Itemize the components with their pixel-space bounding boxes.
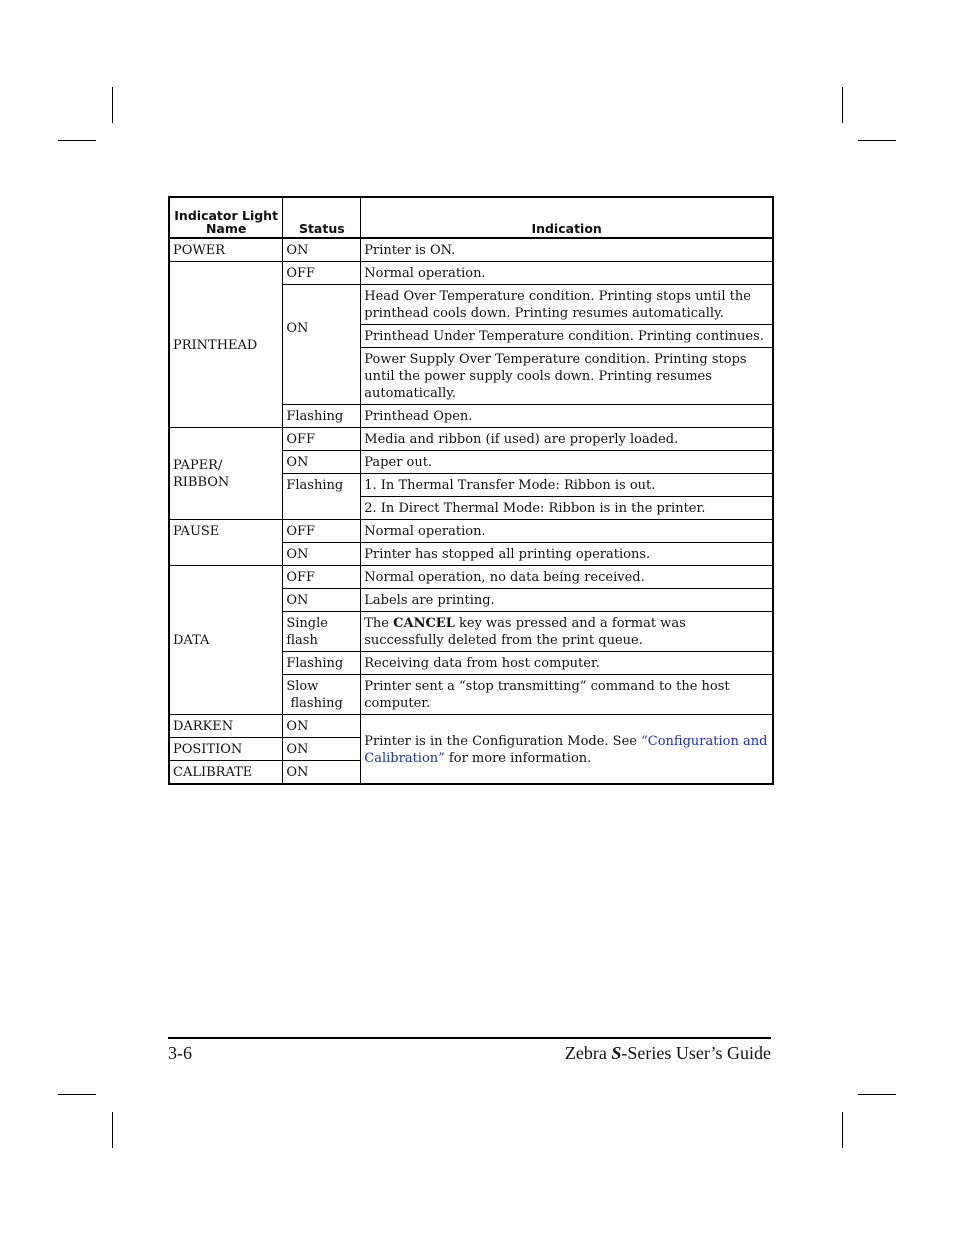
indication-text: Printer is in the Configuration Mode. See (364, 733, 642, 749)
crop-mark (112, 87, 113, 123)
guide-title (565, 1043, 771, 1064)
header-indicator-light-name: Indicator Light Name (169, 197, 283, 238)
crop-mark (112, 1112, 113, 1148)
crop-mark (58, 140, 96, 141)
status-cell: ON (283, 238, 361, 262)
status-cell: ON (283, 543, 361, 566)
crop-mark (58, 1094, 96, 1095)
footer-rule (168, 1037, 771, 1039)
indication-cell: Printhead Under Temperature condition. Printing continues. (361, 325, 773, 348)
indication-cell: 2. In Direct Thermal Mode: Ribbon is in the printer. (361, 497, 773, 520)
indicator-name: CALIBRATE (169, 761, 283, 785)
status-cell (283, 675, 361, 715)
crop-mark (842, 87, 843, 123)
status-cell: OFF (283, 262, 361, 285)
header-status: Status (283, 197, 361, 238)
status-line: flashing (290, 696, 343, 711)
status-cell: OFF (283, 428, 361, 451)
indicator-name: PAUSE (169, 520, 283, 566)
page-number: 3-6 (168, 1043, 192, 1063)
status-cell: ON (283, 589, 361, 612)
indication-cell (361, 715, 773, 785)
indication-cell: Printer has stopped all printing operations. (361, 543, 773, 566)
indicator-name: POWER (169, 238, 283, 262)
status-cell: ON (283, 761, 361, 785)
indication-cell: Media and ribbon (if used) are properly loaded. (361, 428, 773, 451)
guide-title-text: -Series User’s Guide (621, 1043, 771, 1063)
status-cell: ON (283, 715, 361, 738)
indicator-lights-table (168, 196, 774, 785)
indication-cell: Receiving data from host computer. (361, 652, 773, 675)
crop-mark (858, 1094, 896, 1095)
table-row (169, 262, 773, 285)
status-cell: Single flash (283, 612, 361, 652)
table-row (169, 566, 773, 589)
guide-title-series-letter: S (611, 1043, 622, 1063)
table-row (169, 715, 773, 738)
guide-title-text: Zebra (564, 1043, 612, 1063)
indicator-name-line: RIBBON (173, 475, 230, 490)
status-cell: OFF (283, 520, 361, 543)
indication-cell (361, 612, 773, 652)
indicator-name (169, 428, 283, 520)
status-cell: ON (283, 285, 361, 405)
indication-cell: Normal operation. (361, 262, 773, 285)
table-header-row (169, 197, 773, 238)
table-row (169, 428, 773, 451)
status-cell: Flashing (283, 652, 361, 675)
crop-mark (858, 140, 896, 141)
status-line: Slow (286, 679, 319, 694)
indicator-name: DARKEN (169, 715, 283, 738)
indication-cell: Labels are printing. (361, 589, 773, 612)
table-row (169, 238, 773, 262)
indication-text: key was pressed and a format was successfully deleted from the print queue. (364, 616, 686, 648)
indication-cell: Printer sent a “stop transmitting” command to the host computer. (361, 675, 773, 715)
indicator-name: DATA (169, 566, 283, 715)
crop-mark (842, 1112, 843, 1148)
header-indication: Indication (361, 197, 773, 238)
indication-cell: Normal operation, no data being received. (361, 566, 773, 589)
status-cell: Flashing (283, 474, 361, 520)
indication-cell: Normal operation. (361, 520, 773, 543)
table-row (169, 520, 773, 543)
indication-cell: Head Over Temperature condition. Printing stops until the printhead cools down. Printing resumes automatically. (361, 285, 773, 325)
indicator-name: POSITION (169, 738, 283, 761)
indicator-name-line: PAPER/ (173, 458, 223, 473)
indication-cell: 1. In Thermal Transfer Mode: Ribbon is out. (361, 474, 773, 497)
status-cell: ON (283, 451, 361, 474)
configuration-calibration-link[interactable]: “Configuration and Calibration” (364, 733, 768, 766)
status-cell: ON (283, 738, 361, 761)
indication-cell: Paper out. (361, 451, 773, 474)
indication-text: for more information. (444, 750, 592, 766)
indication-cell: Power Supply Over Temperature condition. Printing stops until the power supply cools down. Printing resumes automatically. (361, 348, 773, 405)
indicator-name: PRINTHEAD (169, 262, 283, 428)
cancel-key-label: CANCEL (393, 616, 455, 631)
status-cell: OFF (283, 566, 361, 589)
indication-text: The (364, 616, 394, 631)
indication-cell: Printhead Open. (361, 405, 773, 428)
status-cell: Flashing (283, 405, 361, 428)
indication-cell: Printer is ON. (361, 238, 773, 262)
